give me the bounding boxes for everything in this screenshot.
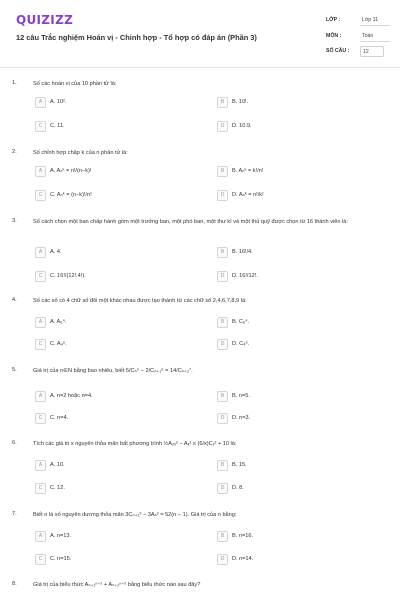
- question-text: Số các số có 4 chữ số đôi một khác nhau được tạo thành từ các chữ số 2,4,6,7,8,9 là:: [33, 298, 247, 304]
- option-letter: A: [35, 317, 46, 328]
- option-text: C. n=4.: [50, 415, 69, 421]
- option-text: C. A₄⁶.: [50, 341, 67, 347]
- option-letter: D: [217, 413, 228, 424]
- option-text: C. 11.: [50, 123, 65, 129]
- option-letter: D: [217, 271, 228, 282]
- page-title: 12 câu Trắc nghiệm Hoán vị - Chỉnh hợp - Tổ hợp có đáp án (Phần 3): [16, 33, 257, 42]
- option-letter: B: [217, 391, 228, 402]
- question-text: Tích các giá trị x nguyên thỏa mãn bất phương trình ½A₂ₓ² − Aₓ² ≤ (6/x)Cₓ³ + 10 là:: [33, 441, 237, 447]
- option-letter: D: [217, 339, 228, 350]
- question-text: Số chỉnh hợp chập k của n phần tử là:: [33, 150, 128, 156]
- option-letter: A: [35, 531, 46, 542]
- option-letter: B: [217, 317, 228, 328]
- option-text: A. n=13.: [50, 533, 71, 539]
- option-text: B. Aₙᵏ = k!/n!: [232, 168, 264, 174]
- option-text: B. C₆⁴.: [232, 319, 250, 325]
- option-text: C. Aₙᵏ = (n−k)!/n!: [50, 192, 92, 198]
- subject-field[interactable]: Toán: [360, 31, 390, 42]
- option-letter: B: [217, 531, 228, 542]
- option-text: A. A₆⁴.: [50, 319, 67, 325]
- option-text: A. 10².: [50, 99, 67, 105]
- option-text: D. 8.: [232, 485, 244, 491]
- option-letter: C: [35, 554, 46, 565]
- option-letter: A: [35, 247, 46, 258]
- option-letter: D: [217, 121, 228, 132]
- option-text: A. 4.: [50, 249, 62, 255]
- option-letter: A: [35, 97, 46, 108]
- question-number: 6.: [12, 440, 17, 446]
- option-text: B. 15.: [232, 462, 247, 468]
- option-letter: C: [35, 339, 46, 350]
- option-text: C. n=15.: [50, 556, 72, 562]
- option-letter: C: [35, 121, 46, 132]
- header-divider: [0, 67, 400, 68]
- option-text: A. n=2 hoặc n=4.: [50, 393, 93, 399]
- option-text: B. n=5.: [232, 393, 250, 399]
- option-letter: B: [217, 460, 228, 471]
- question-text: Số các hoán vị của 10 phần tử là:: [33, 81, 117, 87]
- option-text: A. Aₙᵏ = n!/(n−k)!: [50, 168, 92, 174]
- option-text: D. 10.9.: [232, 123, 252, 129]
- option-letter: D: [217, 190, 228, 201]
- option-letter: A: [35, 166, 46, 177]
- question-text: Số cách chọn một ban chấp hành gồm một trưởng ban, một phó ban, một thư kí và một thủ quỹ được chọn từ 16 thành viên là:: [33, 219, 348, 225]
- brand-logo: QUIZIZZ: [16, 13, 74, 27]
- count-label: SỐ CÂU :: [326, 48, 350, 54]
- option-letter: B: [217, 97, 228, 108]
- meta-class: [326, 15, 390, 27]
- option-text: D. 16!/12!.: [232, 273, 258, 279]
- meta-subject: [326, 31, 390, 43]
- option-text: D. C₄⁶.: [232, 341, 250, 347]
- meta-question-count: [326, 46, 390, 58]
- question-text: Giá trị của n∈N bằng bao nhiêu, biết 5/Cₙ⁵ − 2/Cₙ₊₁⁶ = 14/Cₙ₊₂⁷.: [33, 368, 193, 374]
- question-text: Giá trị của biểu thức Aₙ₊₁ⁿ⁺¹ + Aₙ₊₂ⁿ⁺² bằng biểu thức nào sau đây?: [33, 582, 201, 588]
- option-text: B. 16!/4.: [232, 249, 253, 255]
- option-letter: C: [35, 271, 46, 282]
- option-letter: C: [35, 413, 46, 424]
- option-letter: C: [35, 190, 46, 201]
- question-number: 5.: [12, 367, 17, 373]
- question-number: 1.: [12, 80, 17, 86]
- question-number: 2.: [12, 149, 17, 155]
- option-letter: A: [35, 460, 46, 471]
- option-letter: D: [217, 483, 228, 494]
- question-number: 8.: [12, 581, 17, 587]
- subject-label: MÔN :: [326, 33, 342, 39]
- option-letter: C: [35, 483, 46, 494]
- option-text: C. 16!/(12!.4!).: [50, 273, 86, 279]
- option-text: D. Aₙᵏ = n!/k!: [232, 192, 264, 198]
- option-text: B. n=16.: [232, 533, 253, 539]
- question-number: 4.: [12, 297, 17, 303]
- option-text: B. 10!.: [232, 99, 249, 105]
- question-number: 3.: [12, 218, 17, 224]
- count-field[interactable]: 12: [360, 46, 384, 57]
- option-letter: A: [35, 391, 46, 402]
- option-text: D. n=14.: [232, 556, 254, 562]
- option-text: D. n=3.: [232, 415, 251, 421]
- question-number: 7.: [12, 511, 17, 517]
- class-label: LỚP :: [326, 17, 341, 23]
- option-letter: B: [217, 247, 228, 258]
- option-letter: D: [217, 554, 228, 565]
- option-text: C. 12.: [50, 485, 65, 491]
- option-text: A. 10.: [50, 462, 65, 468]
- question-text: Biết n là số nguyên dương thỏa mãn 3Cₙ₊₁³ − 3Aₙ² = 52(n − 1). Giá trị của n bằng:: [33, 512, 237, 518]
- class-field[interactable]: Lớp 11: [360, 15, 390, 26]
- option-letter: B: [217, 166, 228, 177]
